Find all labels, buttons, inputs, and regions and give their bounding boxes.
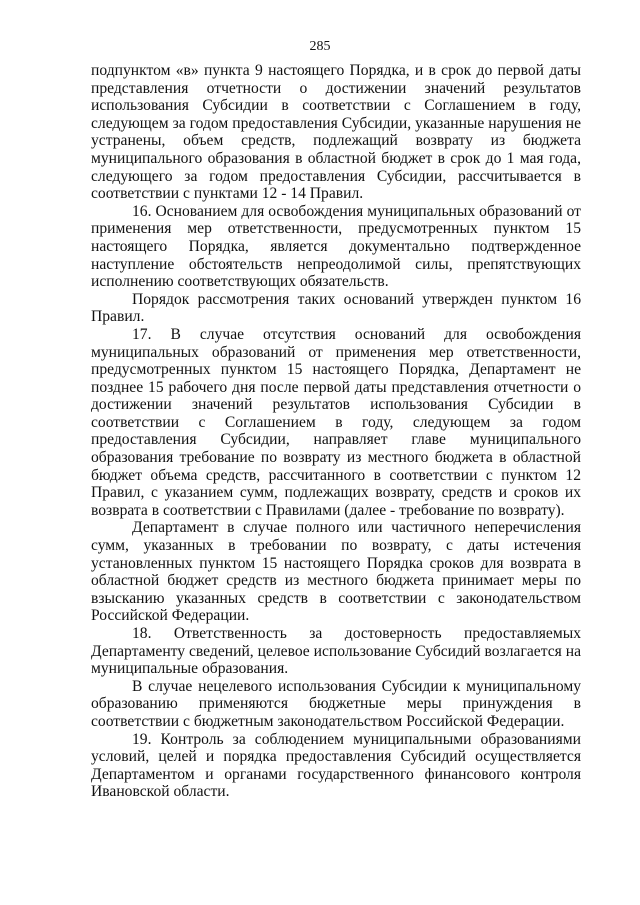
- paragraph-17: 17. В случае отсутствия оснований для освобождения муниципальных образований от применения мер ответственности, предусмотренных пунктом 15 настоящего Порядка, Департамент не позднее 15 рабочего дня после первой даты представления отчетности о достижении значений результатов использования Субсидии в соответствии с Соглашением в году, следующем за годом предоставления Субсидии, направляет главе муниципального образования требование по возврату из местного бюджета в областной бюджет объема средств, рассчитанного в соответствии с пунктом 12 Правил, с указанием сумм, подлежащих возврату, средств и сроков их возврата в соответствии с Правилами (далее - требование по возврату).: [91, 325, 581, 519]
- paragraph-16-procedure: Порядок рассмотрения таких оснований утвержден пунктом 16 Правил.: [91, 290, 581, 326]
- paragraph-continuation: подпунктом «в» пункта 9 настоящего Порядка, и в срок до первой даты представления отчетности о достижении значений результатов использования Субсидии в соответствии с Соглашением в году, следующем за годом предоставления Субсидии, указанные нарушения не устранены, объем средств, подлежащий возврату из бюджета муниципального образования в областной бюджет в срок до 1 мая года, следующего за годом предоставления Субсидии, рассчитывается в соответствии с пунктами 12 - 14 Правил.: [91, 62, 581, 203]
- page-number: 285: [309, 39, 331, 54]
- paragraph-19: 19. Контроль за соблюдением муниципальными образованиями условий, целей и порядка предоставления Субсидий осуществляется Департаментом и органами государственного финансового контроля Ивановской области.: [91, 730, 581, 801]
- paragraph-17-recovery: Департамент в случае полного или частичного неперечисления сумм, указанных в требовании по возврату, с даты истечения установленных пунктом 15 настоящего Порядка сроков для возврата в областной бюджет средств из местного бюджета принимает меры по взысканию указанных средств в соответствии с законодательством Российской Федерации.: [91, 519, 581, 625]
- paragraph-18: 18. Ответственность за достоверность предоставляемых Департаменту сведений, целевое использование Субсидий возлагается на муниципальные образования.: [91, 625, 581, 678]
- paragraph-16: 16. Основанием для освобождения муниципальных образований от применения мер ответственности, предусмотренных пунктом 15 настоящего Порядка, является документально подтвержденное наступление обстоятельств непреодолимой силы, препятствующих исполнению соответствующих обязательств.: [91, 202, 581, 291]
- paragraph-18-misuse: В случае нецелевого использования Субсидии к муниципальному образованию применяются бюджетные меры принуждения в соответствии с бюджетным законодательством Российской Федерации.: [91, 677, 581, 730]
- document-body: [91, 62, 581, 801]
